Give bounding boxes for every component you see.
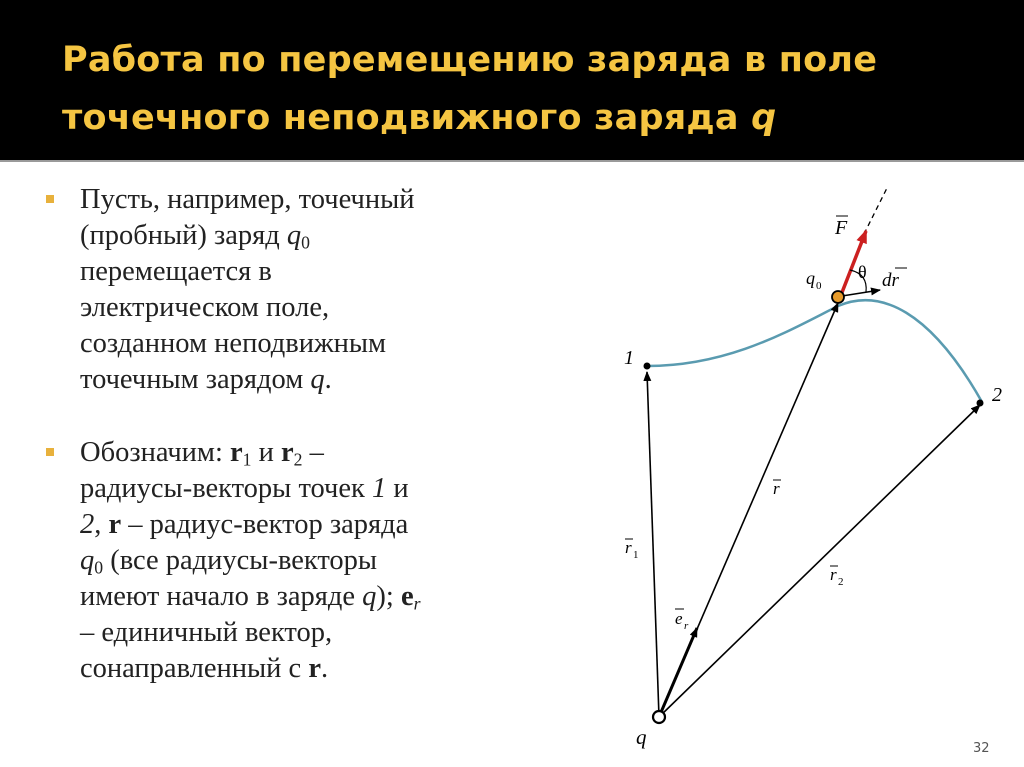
var-q: q (80, 545, 95, 576)
bullet-2-line-5 (80, 579, 540, 615)
text-fragment: имеют начало в заряде (80, 581, 363, 612)
text-fragment: ); (376, 581, 401, 612)
bullet-1-line-5: созданном неподвижным (80, 328, 387, 359)
bullet-1-line-6 (80, 362, 540, 398)
subscript: 0 (301, 232, 310, 253)
label-r: r (773, 479, 780, 498)
label-theta: θ (858, 262, 867, 282)
label-point-1: 1 (624, 347, 634, 369)
vector-r: r (108, 509, 122, 540)
label-er: e (675, 609, 683, 628)
bullet-2 (80, 435, 540, 687)
point-2-dot (977, 400, 984, 407)
subscript: 0 (94, 557, 104, 578)
text-fragment: (пробный) заряд (80, 220, 287, 251)
text-fragment: Обозначим: (80, 437, 231, 468)
page-number: 32 (973, 741, 990, 756)
var-q: q (286, 220, 302, 251)
bullet-2-line-1 (80, 435, 540, 471)
bullet-1-line-4: электрическом поле, (80, 292, 330, 323)
point-1-dot (644, 363, 651, 370)
var-q: q (310, 364, 325, 395)
text-fragment: и (386, 473, 409, 504)
label-r2-sub: 2 (838, 576, 844, 588)
slide-title-line2-text: точечного неподвижного заряда (62, 98, 752, 138)
vector-r: r (230, 437, 243, 468)
text-fragment: и (251, 437, 282, 468)
bullet-1-line-2 (80, 218, 540, 254)
bullet-1-line-3: перемещается в (80, 256, 272, 287)
slide-title-line2 (62, 98, 776, 138)
text-fragment: – (302, 437, 324, 468)
trajectory-curve (647, 300, 982, 402)
displacement-vector-dr (842, 290, 880, 296)
text-fragment: . (324, 364, 332, 395)
point-number: 2 (80, 509, 95, 540)
force-line-extension (864, 186, 888, 234)
point-number: 1 (372, 473, 387, 504)
charge-displacement-diagram (600, 180, 1020, 750)
vector-e: e (400, 581, 414, 612)
subscript: r (413, 593, 421, 614)
bullet-1 (80, 182, 540, 398)
title-divider (0, 160, 1024, 162)
bullet-2-line-4 (80, 543, 540, 579)
label-point-2: 2 (992, 384, 1002, 406)
slide-title-line1: Работа по перемещению заряда в поле (62, 40, 878, 80)
text-fragment: точечным зарядом (80, 364, 311, 395)
bullet-2-line-7 (80, 651, 540, 687)
bullet-marker (46, 195, 54, 203)
radius-vector-r1 (647, 372, 659, 717)
label-er-sub: r (684, 620, 689, 632)
subscript: 2 (293, 449, 303, 470)
text-fragment: (все радиусы-векторы (103, 545, 378, 576)
vector-r: r (281, 437, 294, 468)
bullet-marker (46, 448, 54, 456)
bullet-2-line-3 (80, 507, 540, 543)
label-r1: r (625, 538, 632, 557)
label-q0-sub: 0 (816, 280, 822, 292)
source-charge-q (653, 711, 665, 723)
text-fragment: – радиус-вектор заряда (121, 509, 409, 540)
bullet-2-line-2 (80, 471, 540, 507)
label-F: F (835, 217, 848, 239)
bullet-1-line-1: Пусть, например, точечный (80, 184, 415, 215)
label-q0: q (806, 268, 815, 288)
label-q: q (636, 725, 647, 749)
label-r1-sub: 1 (633, 549, 639, 561)
radius-vector-r2 (659, 405, 980, 717)
vector-r: r (308, 653, 321, 684)
title-bar (0, 0, 1024, 160)
text-fragment: . (321, 653, 329, 684)
label-r2: r (830, 565, 837, 584)
text-fragment: сонаправленный с (80, 653, 309, 684)
label-dr: dr (882, 270, 899, 291)
text-fragment: , (94, 509, 109, 540)
bullet-2-line-6: – единичный вектор, (80, 617, 333, 648)
subscript: 1 (242, 449, 252, 470)
test-charge-q0 (832, 291, 844, 303)
unit-vector-er (659, 628, 697, 717)
text-fragment: радиусы-векторы точек (80, 473, 372, 504)
slide-title-charge-symbol: q (751, 98, 777, 138)
var-q: q (362, 581, 377, 612)
